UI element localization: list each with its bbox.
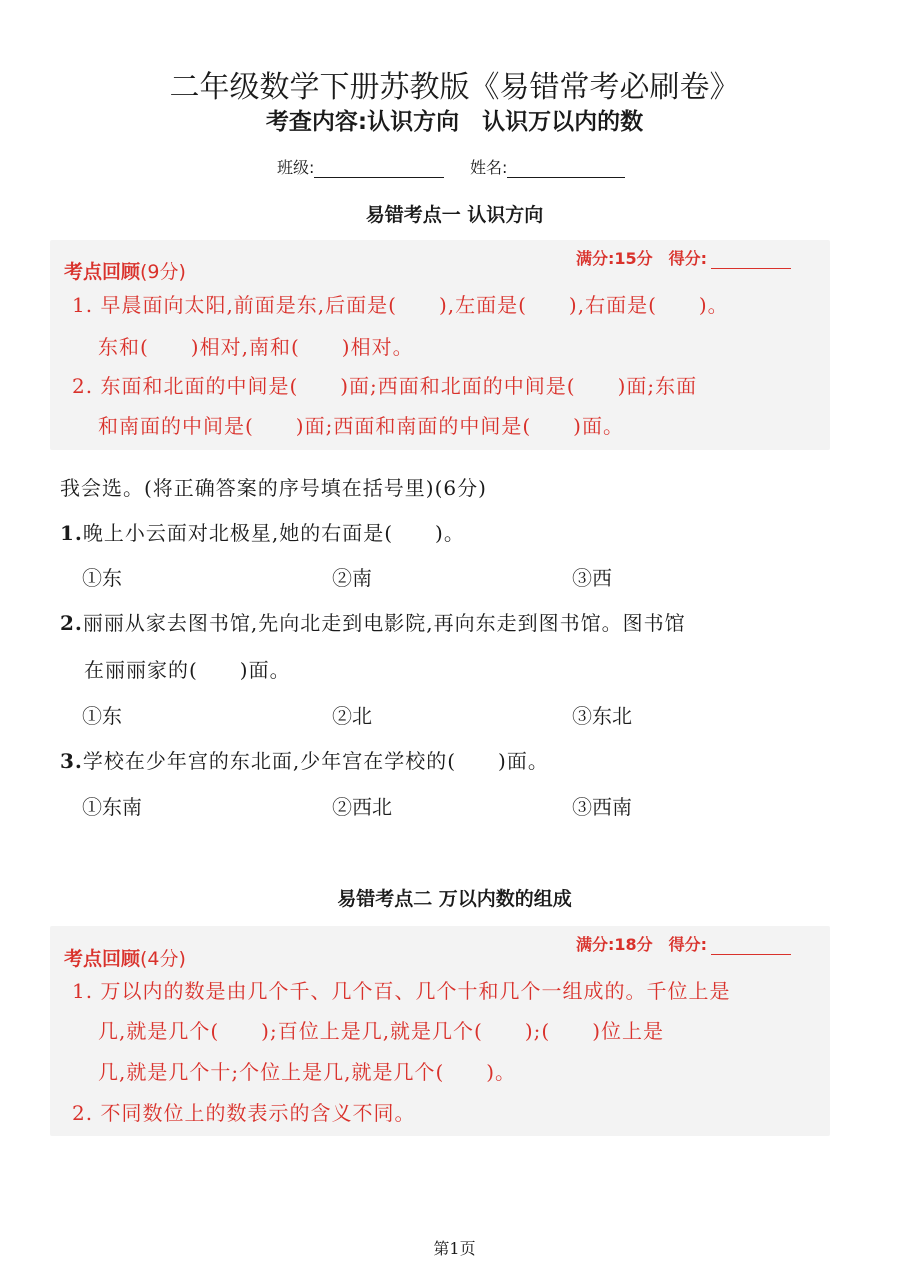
section1-review-line: 1. 早晨面向太阳,前面是东,后面是( ),左面是( ),右面是( )。 <box>72 293 729 317</box>
section2-review-label <box>64 944 186 971</box>
section2-review-line: 几,就是几个十;个位上是几,就是几个( )。 <box>98 1060 517 1084</box>
section1-score-blank <box>711 268 791 269</box>
section1-title: 易错考点一 认识方向 <box>365 204 544 226</box>
question-3-option-a: ①东南 <box>82 795 142 819</box>
question-2-option-a: ①东 <box>82 704 122 728</box>
question-3-option-c: ③西南 <box>572 795 632 819</box>
section1-score <box>576 246 791 269</box>
page-subtitle: 考查内容:认识方向 认识万以内的数 <box>265 109 644 135</box>
section2-review-points: (4分) <box>140 948 186 970</box>
question-3 <box>60 745 549 774</box>
section1-review-points: (9分) <box>140 261 186 283</box>
class-blank-line <box>314 177 444 178</box>
section2-score-blank <box>711 954 791 955</box>
question-2-option-b: ②北 <box>332 704 372 728</box>
section2-title: 易错考点二 万以内数的组成 <box>337 888 572 910</box>
section2-score <box>576 932 791 955</box>
question-number: 1. <box>60 521 83 545</box>
choose-heading: 我会选。(将正确答案的序号填在括号里)(6分) <box>60 476 487 500</box>
class-label: 班级: <box>277 158 315 177</box>
section2-score-text: 满分:18分 得分: <box>576 935 708 954</box>
question-number: 2. <box>60 611 83 635</box>
page-title: 二年级数学下册苏教版《易错常考必刷卷》 <box>169 70 740 105</box>
section2-review-line: 1. 万以内的数是由几个千、几个百、几个十和几个一组成的。千位上是 <box>72 979 731 1003</box>
page-number: 第1页 <box>433 1239 476 1258</box>
question-1-option-c: ③西 <box>572 566 612 590</box>
section2-review-line: 2. 不同数位上的数表示的含义不同。 <box>72 1101 416 1125</box>
name-blank-line <box>507 177 625 178</box>
question-2-continuation: 在丽丽家的( )面。 <box>84 658 291 682</box>
question-1-option-b: ②南 <box>332 566 372 590</box>
question-text: 丽丽从家去图书馆,先向北走到电影院,再向东走到图书馆。图书馆 <box>82 611 686 635</box>
section1-review-line: 和南面的中间是( )面;西面和南面的中间是( )面。 <box>98 414 624 438</box>
section1-score-text: 满分:15分 得分: <box>576 249 708 268</box>
name-label: 姓名: <box>470 158 508 177</box>
name-field <box>470 155 625 178</box>
class-field <box>277 155 444 178</box>
question-text: 学校在少年宫的东北面,少年宫在学校的( )面。 <box>82 749 549 773</box>
question-number: 3. <box>60 749 83 773</box>
section1-review-label <box>64 257 186 284</box>
section2-review-line: 几,就是几个( );百位上是几,就是几个( );( )位上是 <box>98 1019 665 1043</box>
section1-review-label-text: 考点回顾 <box>64 261 141 283</box>
question-text: 晚上小云面对北极星,她的右面是( )。 <box>82 521 465 545</box>
section2-review-label-text: 考点回顾 <box>64 948 141 970</box>
question-1-option-a: ①东 <box>82 566 122 590</box>
section1-review-line: 2. 东面和北面的中间是( )面;西面和北面的中间是( )面;东面 <box>72 374 698 398</box>
question-1 <box>60 517 465 546</box>
question-3-option-b: ②西北 <box>332 795 392 819</box>
question-2 <box>60 607 686 636</box>
section1-review-line: 东和( )相对,南和( )相对。 <box>98 335 414 359</box>
question-2-option-c: ③东北 <box>572 704 632 728</box>
